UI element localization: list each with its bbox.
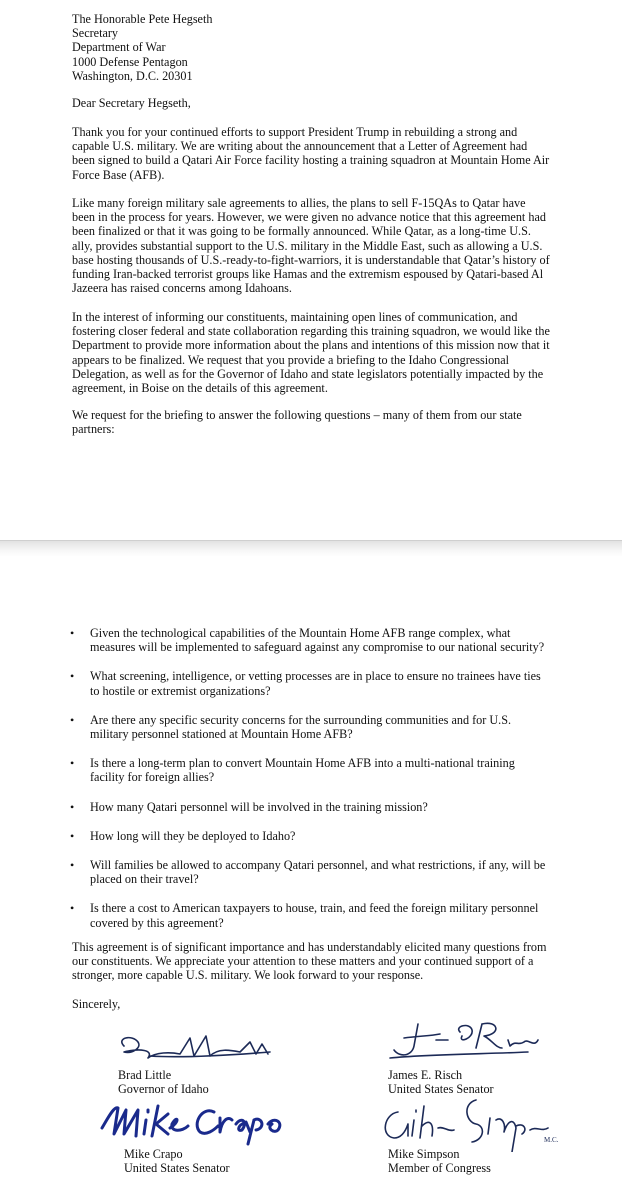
question-item (72, 858, 552, 886)
page-separator (0, 540, 622, 557)
question-text: What screening, intelligence, or vetting processes are in place to ensure no trainees have ties to hostile or extremist organizations? (90, 669, 541, 698)
signatory-title: United States Senator (124, 1161, 230, 1176)
signatory-name: James E. Risch (388, 1068, 463, 1082)
question-item (72, 669, 552, 697)
closing-paragraph: This agreement is of significant importance and has understandably elicited many questions from our constituents. We appreciate your attention to these matters and your continued support of a stronger, more capable U.S. military. We look forward to your response. (72, 940, 547, 983)
signature-block-little (110, 1028, 280, 1068)
signature-crapo-icon (96, 1098, 296, 1146)
question-text: Will families be allowed to accompany Qatari personnel, and what restrictions, if any, will be placed on their travel? (90, 858, 546, 887)
question-text: How long will they be deployed to Idaho? (90, 828, 296, 843)
signatory-name: Mike Crapo (124, 1147, 183, 1161)
paragraph-intro: Thank you for your continued efforts to support President Trump in rebuilding a strong and capable U.S. military. We are writing about the announcement that a Letter of Agreement had been signed to build a Qatari Air Force facility hosting a training squadron at Mountain Home Air Force Base (AFB). (72, 125, 550, 182)
question-text: Given the technological capabilities of the Mountain Home AFB range complex, what measures will be implemented to safeguard against any compromise to our national security? (90, 626, 545, 655)
bullet-icon: • (70, 669, 75, 684)
signature-risch-icon (378, 1018, 548, 1064)
recipient-address (72, 12, 550, 83)
question-item (72, 626, 552, 654)
paragraph-request: In the interest of informing our constituents, maintaining open lines of communication, and fostering closer federal and state collaboration regarding this training squadron, we would like the Department to provide more information about the plans and intentions of this mission now that it appears to be finalized. We request that you provide a briefing to the Idaho Congressional Delegation, as well as for the Governor of Idaho and state legislators potentially impacted by the agreement, in Boise on the details of this agreement. (72, 310, 550, 396)
address-line: The Honorable Pete Hegseth (72, 12, 213, 26)
question-text: Is there a cost to American taxpayers to house, train, and feed the foreign military personnel covered by this agreement? (90, 901, 539, 930)
bullet-icon: • (70, 712, 75, 727)
signatory-title: Member of Congress (388, 1161, 491, 1176)
signatory-title: Governor of Idaho (118, 1082, 209, 1097)
question-text: How many Qatari personnel will be involved in the training mission? (90, 799, 428, 814)
signatory-title: United States Senator (388, 1082, 494, 1097)
address-line: Secretary (72, 26, 119, 41)
address-line: Department of War (72, 40, 166, 55)
signatory-risch (388, 1068, 494, 1096)
bullet-icon: • (70, 901, 75, 916)
signature-block-risch (378, 1018, 548, 1064)
bullet-icon: • (70, 626, 75, 640)
signatory-name: Brad Little (118, 1068, 172, 1082)
paragraph-questions-lead: We request for the briefing to answer the following questions – many of them from our state partners: (72, 408, 522, 437)
letter-page-1 (0, 0, 622, 540)
letter-page-2 (0, 556, 622, 1200)
question-text: Is there a long-term plan to convert Mountain Home AFB into a multi-national training facility for foreign allies? (90, 756, 515, 785)
signature-block-simpson (376, 1096, 576, 1152)
signatory-crapo (124, 1147, 230, 1175)
signature-simpson-icon (376, 1096, 576, 1152)
bullet-icon: • (70, 858, 75, 873)
question-text: Are there any specific security concerns for the surrounding communities and for U.S. military personnel stationed at Mountain Home AFB? (90, 712, 512, 742)
simpson-mc-mark: M.C. (544, 1136, 559, 1144)
paragraph-background: Like many foreign military sale agreements to allies, the plans to sell F-15QAs to Qatar have been in the process for years. However, we were given no advance notice that this agreement had been finalized or that it was going to be formally announced. While Qatar, as a long-time U.S. ally, provides substantial support to the U.S. military in the Middle East, such as allowing a U.S. base hosting thousands of U.S.-ready-to-fight-warriors, it is understandable that Qatar’s history of funding Iran-backed terrorist groups like Hamas and the extremism espoused by Qatari-based Al Jazeera has raised concerns among Idahoans. (72, 196, 550, 296)
signatory-little (118, 1068, 209, 1096)
question-item (72, 901, 552, 929)
signatory-name: Mike Simpson (388, 1147, 460, 1161)
signature-little-icon (110, 1028, 280, 1068)
address-line: 1000 Defense Pentagon (72, 54, 188, 69)
valediction: Sincerely, (72, 997, 121, 1011)
question-item (72, 829, 552, 843)
signatory-simpson (388, 1147, 491, 1175)
question-item (72, 713, 552, 741)
questions-list (72, 626, 552, 945)
salutation: Dear Secretary Hegseth, (72, 96, 191, 110)
signature-block-crapo (96, 1098, 296, 1146)
bullet-icon: • (70, 828, 75, 843)
bullet-icon: • (70, 756, 75, 771)
address-line: Washington, D.C. 20301 (72, 68, 193, 83)
bullet-icon: • (70, 799, 75, 814)
question-item (72, 800, 552, 814)
question-item (72, 756, 552, 784)
